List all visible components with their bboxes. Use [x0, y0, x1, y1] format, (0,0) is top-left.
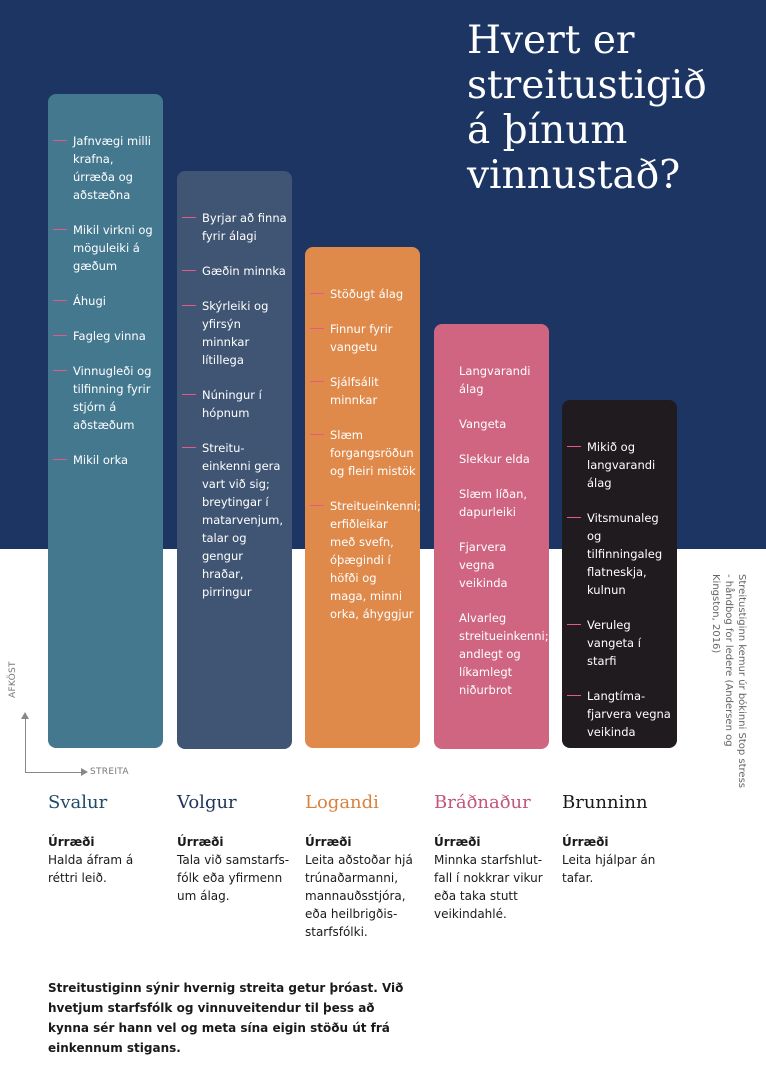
- level-name: Brunninn: [562, 792, 648, 813]
- title-line: Hvert er: [467, 18, 635, 63]
- symptom-item: Gæðin minnka: [177, 262, 292, 280]
- symptom-item: Byrjar að finna fyrir álagi: [177, 209, 292, 245]
- bar-symptom-list: [177, 209, 292, 601]
- symptom-item: Fjarvera vegna veikinda: [434, 538, 549, 592]
- bar-symptom-list: [305, 285, 420, 623]
- symptom-item: Núningur í hópnum: [177, 386, 292, 422]
- symptom-item: Slekkur elda: [434, 450, 549, 468]
- remedy-block: [562, 833, 680, 887]
- symptom-item: Streitueinkenni; erfiðleikar með svefn, óþægindi í höfði og maga, minni orka, áhyggjur: [305, 497, 420, 623]
- remedy-text: Leita aðstoðar hjá trúnaðarmanni, mannauðsstjóra, eða heilbrigðis-starfsfólki.: [305, 853, 413, 939]
- bar-symptom-list: [434, 362, 549, 699]
- remedy-text: Tala við samstarfs-fólk eða yfirmenn um álag.: [177, 853, 290, 903]
- symptom-item: Mikil virkni og möguleiki á gæðum: [48, 221, 163, 275]
- x-axis: [25, 772, 85, 773]
- remedy-title: Úrræði: [305, 835, 352, 849]
- symptom-item: Vitsmunaleg og tilfinningaleg flatneskja, kulnun: [562, 509, 677, 599]
- bar-5: [562, 400, 677, 748]
- symptom-item: Áhugi: [48, 292, 163, 310]
- remedy-title: Úrræði: [562, 835, 609, 849]
- remedy-block: [48, 833, 166, 887]
- remedy-text: Halda áfram á réttri leið.: [48, 853, 134, 885]
- symptom-item: Skýrleiki og yfirsýn minnkar lítillega: [177, 297, 292, 369]
- title-line: vinnustað?: [467, 153, 681, 198]
- remedy-block: [305, 833, 423, 941]
- bar-symptom-list: [562, 438, 677, 741]
- title-line: streitustigið: [467, 63, 707, 108]
- symptom-item: Veruleg vangeta í starfi: [562, 616, 677, 670]
- bar-symptom-list: [48, 132, 163, 469]
- symptom-item: Streitu-einkenni gera vart við sig; breytingar í matarvenjum, talar og gengur hraðar, pirringur: [177, 439, 292, 601]
- footer-text: Streitustiginn sýnir hvernig streita getur þróast. Við hvetjum starfsfólk og vinnuveitendur til þess að kynna sér hann vel og meta sína eigin stöðu út frá einkennum stigans.: [48, 981, 404, 1055]
- symptom-item: Fagleg vinna: [48, 327, 163, 345]
- level-name: Svalur: [48, 792, 108, 813]
- bar-3: [305, 247, 420, 748]
- symptom-item: Mikið og langvarandi álag: [562, 438, 677, 492]
- bar-1: [48, 94, 163, 748]
- y-axis-label: AFKÖST: [8, 661, 18, 698]
- remedy-block: [434, 833, 552, 923]
- symptom-item: Langtíma-fjarvera vegna veikinda: [562, 687, 677, 741]
- symptom-item: Langvarandi álag: [434, 362, 549, 398]
- page-title: [467, 18, 757, 198]
- title-line: á þínum: [467, 108, 628, 153]
- source-note: Streitustiginn kemur úr bókinni Stop stress - håndbog for ledere (Andersen og Kingston, 2016): [710, 574, 747, 788]
- symptom-item: Slæm forgangsröðun og fleiri mistök: [305, 426, 420, 480]
- symptom-item: Stöðugt álag: [305, 285, 420, 303]
- level-name: Bráðnaður: [434, 792, 531, 813]
- remedy-block: [177, 833, 295, 905]
- symptom-item: Sjálfsálit minnkar: [305, 373, 420, 409]
- symptom-item: Slæm líðan, dapurleiki: [434, 485, 549, 521]
- bar-4: [434, 324, 549, 749]
- y-axis: [25, 714, 26, 772]
- remedy-title: Úrræði: [48, 835, 95, 849]
- bar-2: [177, 171, 292, 749]
- level-name: Volgur: [177, 792, 237, 813]
- level-name: Logandi: [305, 792, 379, 813]
- symptom-item: Alvarleg streitueinkenni; andlegt og líkamlegt niðurbrot: [434, 609, 549, 699]
- symptom-item: Finnur fyrir vangetu: [305, 320, 420, 356]
- x-axis-label: STREITA: [90, 767, 129, 777]
- symptom-item: Mikil orka: [48, 451, 163, 469]
- remedy-title: Úrræði: [177, 835, 224, 849]
- symptom-item: Vangeta: [434, 415, 549, 433]
- remedy-text: Leita hjálpar án tafar.: [562, 853, 656, 885]
- remedy-text: Minnka starfshlut-fall í nokkrar vikur eða taka stutt veikindahlé.: [434, 853, 543, 921]
- symptom-item: Vinnugleði og tilfinning fyrir stjórn á aðstæðum: [48, 362, 163, 434]
- remedy-title: Úrræði: [434, 835, 481, 849]
- symptom-item: Jafnvægi milli krafna, úrræða og aðstæðna: [48, 132, 163, 204]
